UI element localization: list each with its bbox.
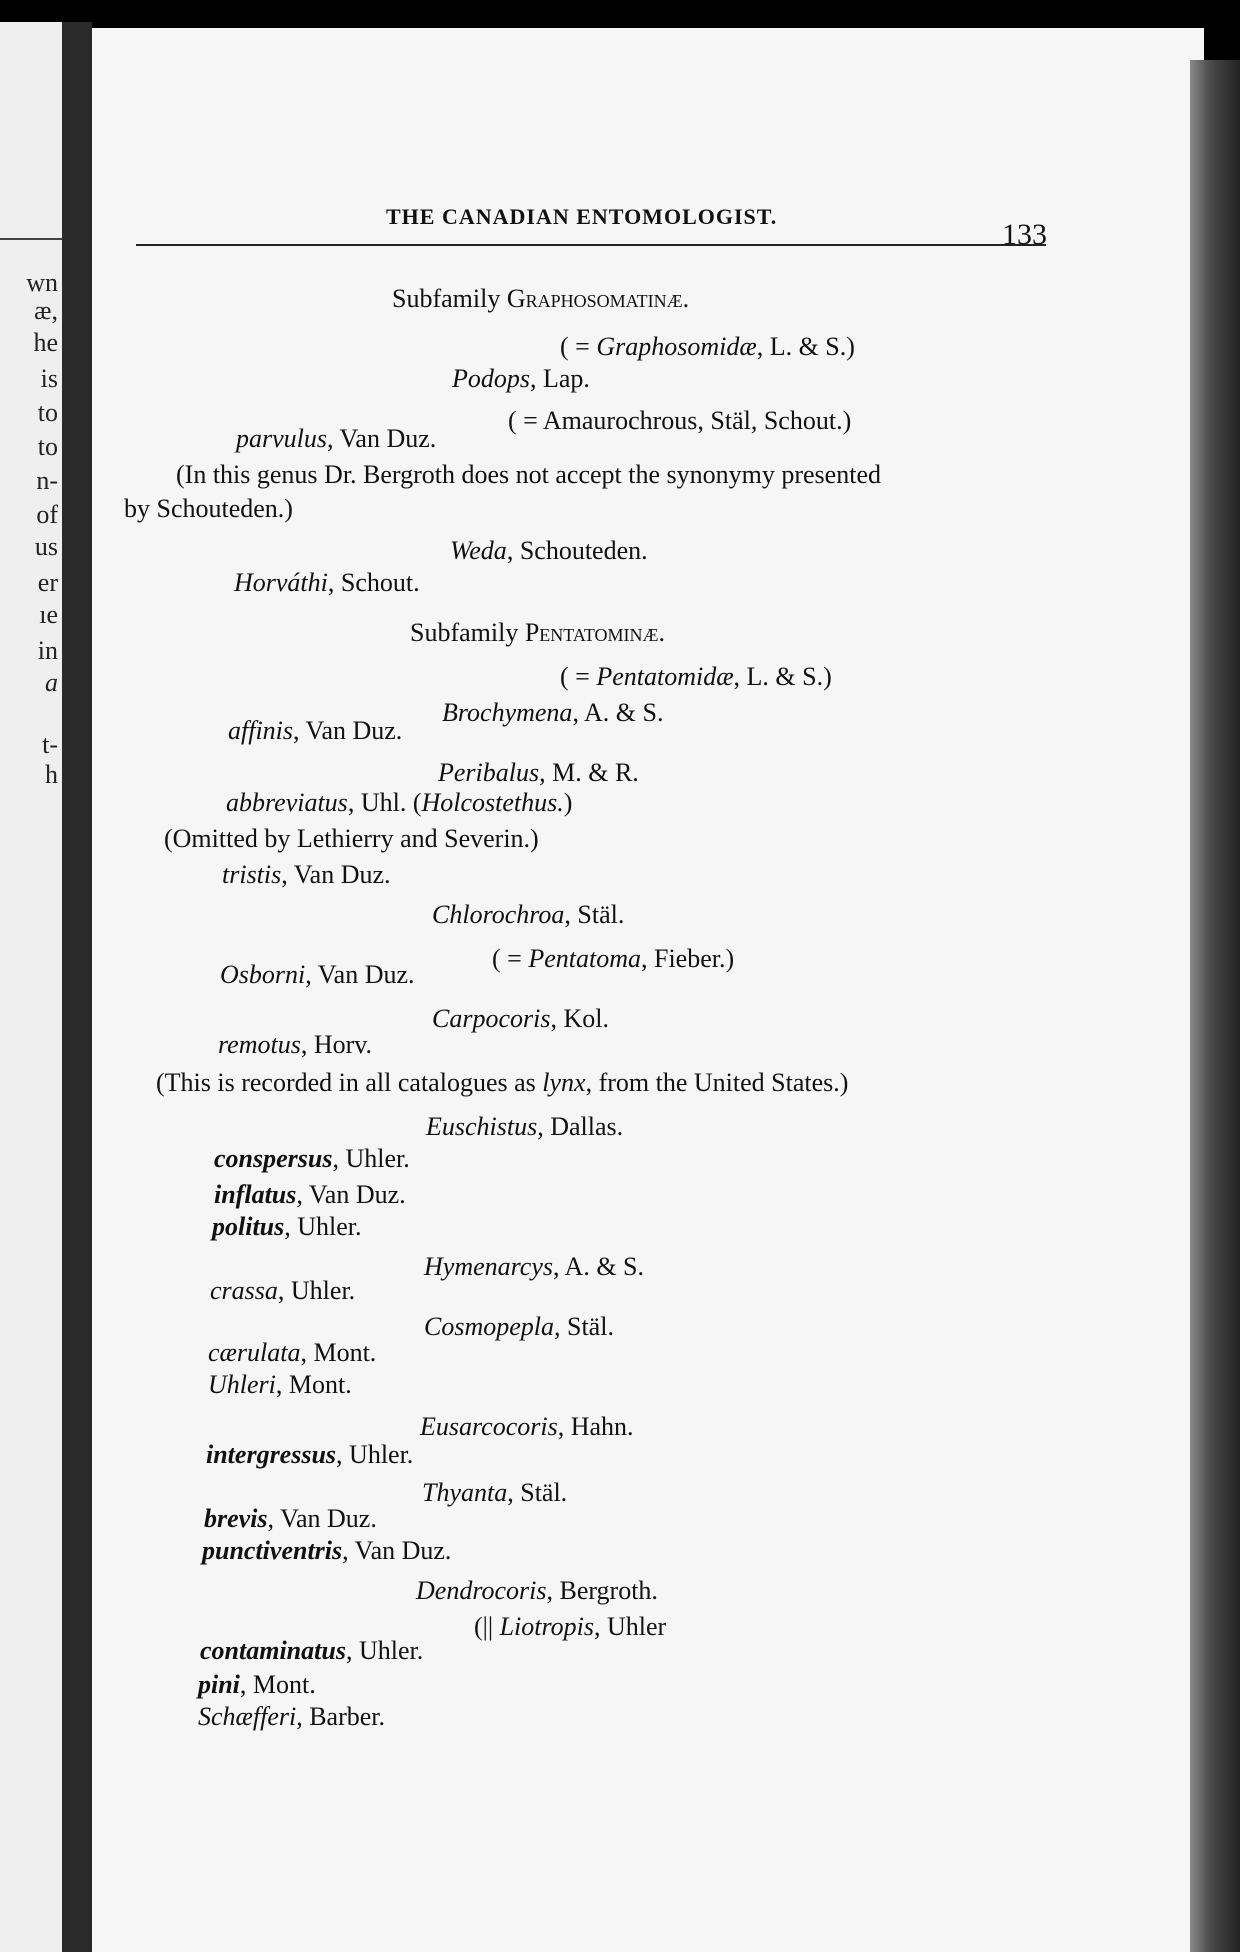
taxon-name: Chlorochroa [432,900,565,929]
text-line [420,1412,634,1442]
line-text: (Omitted by Lethierry and Severin.) [164,824,539,853]
taxon-name: Brochymena [442,698,573,727]
facing-page-fragment: a [45,668,58,697]
text-line [228,716,402,746]
text-line [200,1636,423,1666]
text-line [218,1030,372,1060]
taxon-name: pini [198,1670,240,1699]
facing-page-fragment: to [37,398,58,427]
line-text: , Van Duz. [296,1180,406,1209]
facing-page-fragment: us [34,532,58,561]
taxon-name: Eusarcocoris [420,1412,558,1441]
taxon-name: affinis [228,716,294,745]
line-text: , Van Duz. [281,860,391,889]
text-line [156,1068,848,1098]
text-line [198,1702,385,1732]
taxon-name: tristis [222,860,282,889]
facing-page-fragment: to [37,432,58,461]
text-line [426,1112,623,1142]
text-line [392,284,689,314]
text-line [422,1478,567,1508]
taxon-name: cærulata [208,1338,301,1367]
line-text: ( = [492,944,529,973]
line-text: , Uhler. [332,1144,410,1173]
taxon-name: Thyanta [422,1478,508,1507]
text-line [124,494,293,524]
taxon-name: Pentatoma [528,944,641,973]
text-line [210,1276,355,1306]
text-line [164,824,539,854]
facing-page-fragment: he [33,328,58,357]
line-text: , Van Duz. [305,960,415,989]
taxon-name: inflatus [214,1180,297,1209]
line-text: ) [563,788,573,817]
subfamily-name: Graphosomatinæ. [506,284,690,313]
taxon-name: crassa [210,1276,278,1305]
facing-page-fragment: t- [42,730,58,759]
facing-page-rule [0,238,62,240]
running-title: THE CANADIAN ENTOMOLOGIST. [386,204,778,229]
line-text: by Schouteden.) [124,494,293,523]
page-edge-shadow [1190,60,1240,1952]
taxon-name: parvulus [236,424,327,453]
line-text: , Schouteden. [506,536,648,565]
line-text: , Barber. [296,1702,386,1731]
text-line [198,1670,316,1700]
text-line [176,460,881,490]
line-text: , Uhler. [277,1276,356,1305]
taxon-name: Hymenarcys [424,1252,553,1281]
line-text: , Uhl. ( [347,788,422,817]
line-text: , Kol. [550,1004,609,1033]
facing-page-fragment: ıe [39,600,58,629]
subfamily-name: Pentatominæ. [524,618,666,647]
taxon-name: punctiventris [202,1536,343,1565]
taxon-name: Carpocoris [432,1004,551,1033]
facing-page-fragment: h [45,760,58,789]
taxon-name: Graphosomidæ [596,332,757,361]
line-text: , L. & S.) [733,662,832,691]
line-text: , Van Duz. [342,1536,452,1565]
line-text: ( = Amaurochrous, Stäl, Schout.) [508,406,852,435]
text-line [220,960,415,990]
line-text: Subfamily [392,284,507,313]
line-text: , Uhler. [284,1212,362,1241]
text-line [222,860,391,890]
taxon-name: politus [212,1212,285,1241]
header-rule [136,244,1046,246]
text-line [234,568,420,598]
line-text: , Lap. [530,364,590,393]
text-line [416,1576,658,1606]
text-line [432,900,624,930]
line-text: , Van Duz. [267,1504,377,1533]
taxon-name: abbreviatus [226,788,348,817]
taxon-name: lynx [542,1068,586,1097]
text-line [442,698,663,728]
facing-page-fragment: wn [26,268,58,297]
text-line [204,1504,377,1534]
text-line [452,364,590,394]
line-text: , Mont. [300,1338,377,1367]
line-text: , Fieber.) [640,944,735,973]
taxon-name: Pentatomidæ [596,662,734,691]
facing-page-fragment: of [36,500,58,529]
text-line [212,1212,362,1242]
text-line [208,1370,352,1400]
taxon-name: conspersus [214,1144,333,1173]
line-text: Subfamily [410,618,525,647]
line-text: , Van Duz. [327,424,437,453]
text-line [438,758,639,788]
page-number: 133 [1002,218,1047,251]
line-text: , Bergroth. [546,1576,658,1605]
text-line [450,536,648,566]
line-text: , Uhler [593,1612,667,1641]
text-line [492,944,734,974]
facing-page-fragment: er [37,568,58,597]
taxon-name: Osborni [220,960,306,989]
text-line [202,1536,451,1566]
text-line [214,1144,410,1174]
text-line [410,618,665,648]
taxon-name: brevis [204,1504,268,1533]
line-text: , Uhler. [336,1440,414,1469]
taxon-name: remotus [218,1030,301,1059]
line-text: (In this genus Dr. Bergroth does not accept the synonymy presented [176,460,881,489]
taxon-name: Cosmopepla [424,1312,554,1341]
line-text: , from the United States.) [585,1068,849,1097]
text-line [236,424,436,454]
line-text: , Hahn. [557,1412,634,1441]
facing-page-fragment: in [37,636,58,665]
taxon-name: Weda [450,536,507,565]
text-line [226,788,572,818]
text-line [508,406,851,436]
taxon-name: Schæfferi [198,1702,297,1731]
taxon-name: intergressus [206,1440,337,1469]
taxon-name: Holcostethus. [421,788,564,817]
facing-page-edge [0,22,92,1952]
line-text: , Stäl. [507,1478,568,1507]
text-line [208,1338,376,1368]
text-line [424,1312,614,1342]
text-line [214,1180,406,1210]
taxon-name: Uhleri [208,1370,276,1399]
line-text: (This is recorded in all catalogues as [156,1068,543,1097]
text-line [424,1252,644,1282]
line-text: , L. & S.) [756,332,855,361]
line-text: , A. & S. [552,1252,645,1281]
taxon-name: Podops [452,364,530,393]
text-line [432,1004,609,1034]
line-text: , Stäl. [554,1312,614,1341]
taxon-name: contaminatus [200,1636,346,1665]
line-text: , M. & R. [539,758,639,787]
line-text: , Stäl. [564,900,625,929]
text-line [474,1612,666,1642]
line-text: , Schout. [327,568,420,597]
facing-page-fragment: æ, [34,296,58,325]
line-text: , Uhler. [345,1636,424,1665]
line-text: ( = [560,662,597,691]
line-text: (|| [474,1612,500,1641]
facing-page-fragment: n- [36,466,58,495]
facing-page-fragment: is [40,364,58,393]
line-text: , Horv. [300,1030,373,1059]
line-text: , Mont. [239,1670,316,1699]
line-text: , Mont. [275,1370,352,1399]
text-line [560,332,855,362]
text-line [560,662,832,692]
line-text: , Van Duz. [293,716,403,745]
line-text: ( = [560,332,597,361]
taxon-name: Dendrocoris [416,1576,547,1605]
taxon-name: Peribalus [438,758,540,787]
line-text: , Dallas. [537,1112,624,1141]
taxon-name: Euschistus [426,1112,538,1141]
line-text: , A. & S. [572,698,664,727]
taxon-name: Horváthi [234,568,328,597]
text-line [206,1440,413,1470]
taxon-name: Liotropis [499,1612,594,1641]
